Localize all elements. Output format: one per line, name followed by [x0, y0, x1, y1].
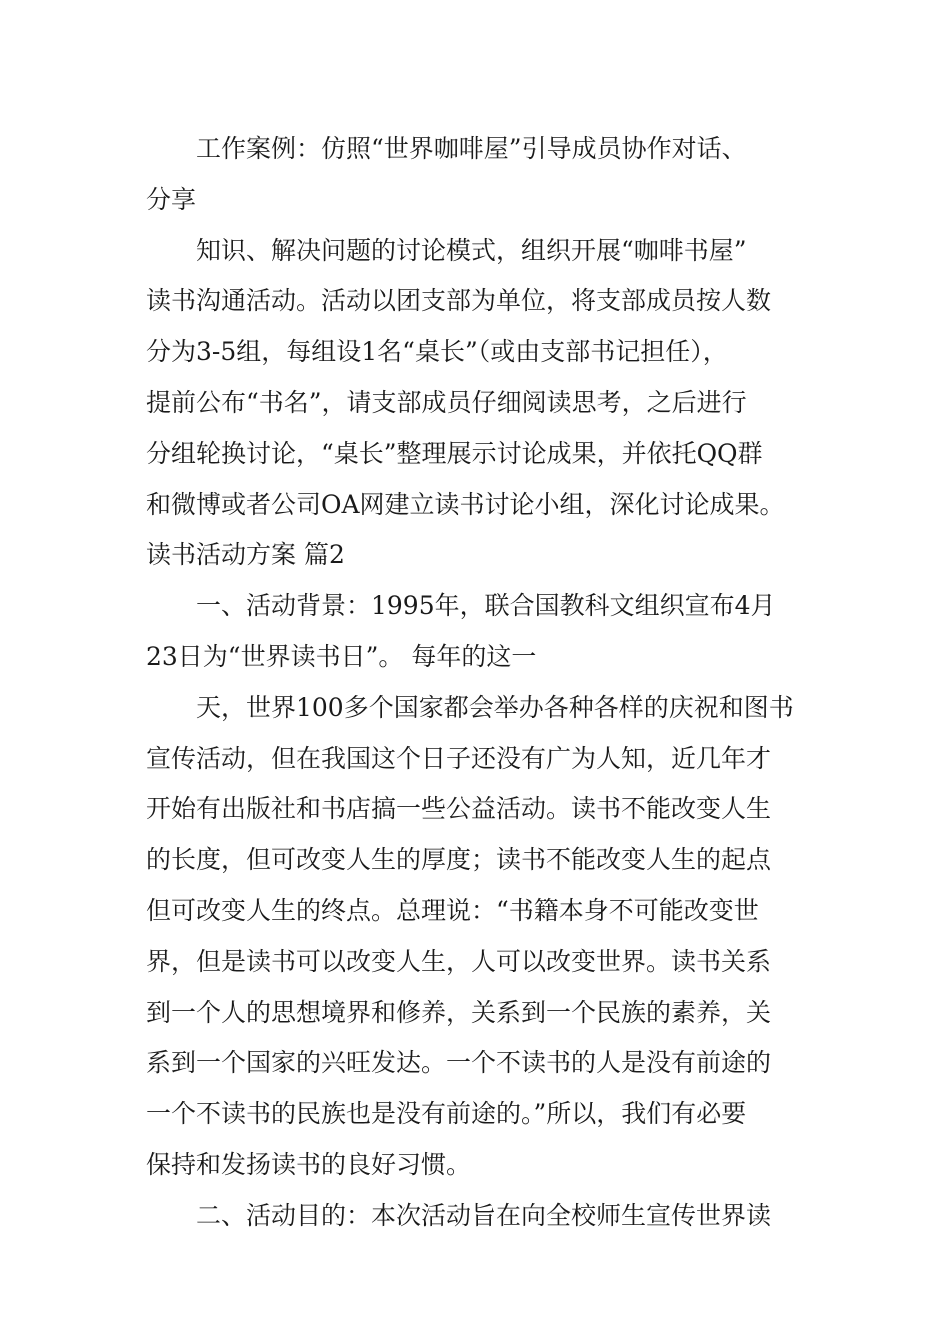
text-line: 分享 — [146, 184, 197, 214]
text-line: 宣传活动，但在我国这个日子还没有广为人知，近几年才 — [146, 743, 772, 773]
text-line: 系到一个国家的兴旺发达。一个不读书的人是没有前途的 — [146, 1048, 772, 1078]
text-line: 的长度，但可改变人生的厚度；读书不能改变人生的起点 — [146, 845, 772, 875]
text-line: 知识、解决问题的讨论模式，组织开展“咖啡书屋” — [196, 235, 747, 265]
text-line: 天，世界100多个国家都会举办各种各样的庆祝和图书 — [196, 692, 794, 722]
section-heading: 读书活动方案 篇2 — [146, 540, 345, 570]
text-line: 读书沟通活动。活动以团支部为单位，将支部成员按人数 — [146, 286, 772, 316]
text-line: 提前公布“书名”，请支部成员仔细阅读思考，之后进行 — [146, 387, 747, 417]
text-line: 分为3-5组，每组设1名“桌长”（或由支部书记担任）， — [146, 337, 728, 367]
text-line: 一、活动背景：1995年，联合国教科文组织宣布4月 — [196, 591, 776, 621]
text-line: 但可改变人生的终点。总理说：“书籍本身不可能改变世 — [146, 895, 759, 925]
text-line: 开始有出版社和书店搞一些公益活动。读书不能改变人生 — [146, 794, 772, 824]
text-line: 一个不读书的民族也是没有前途的。”所以，我们有必要 — [146, 1099, 747, 1129]
text-line: 23日为“世界读书日”。 每年的这一 — [146, 641, 537, 671]
text-line: 界，但是读书可以改变人生，人可以改变世界。读书关系 — [146, 946, 772, 976]
text-line: 分组轮换讨论，“桌长”整理展示讨论成果，并依托QQ群 — [146, 438, 763, 468]
text-line: 到一个人的思想境界和修养，关系到一个民族的素养，关 — [146, 997, 772, 1027]
document-body — [146, 124, 818, 1242]
text-line: 和微博或者公司OA网建立读书讨论小组，深化讨论成果。 — [146, 489, 785, 519]
text-line: 保持和发扬读书的良好习惯。 — [146, 1149, 472, 1179]
text-line: 二、活动目的：本次活动旨在向全校师生宣传世界读 — [196, 1200, 772, 1230]
text-line: 工作案例：仿照“世界咖啡屋”引导成员协作对话、 — [196, 134, 747, 163]
